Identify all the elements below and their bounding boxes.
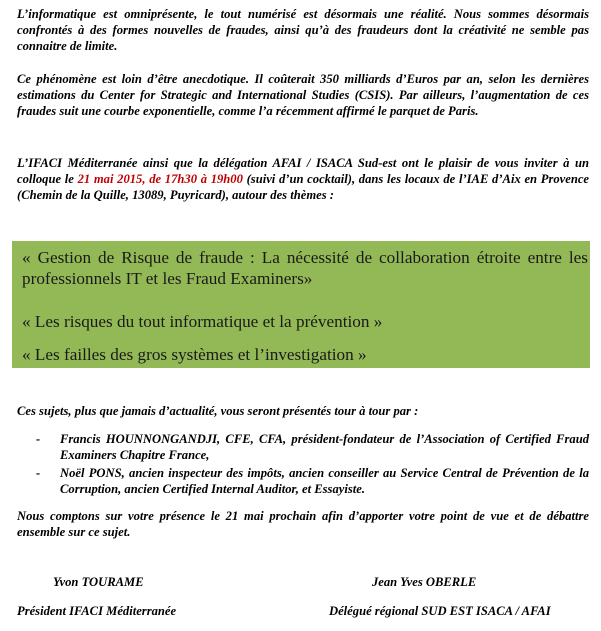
theme-1: « Gestion de Risque de fraude : La nécessité de collaboration étroite entre les professionnels IT et les Fraud Examiners» bbox=[22, 248, 588, 288]
invitation-paragraph bbox=[17, 155, 589, 204]
speakers-intro: Ces sujets, plus que jamais d’actualité, vous seront présentés tour à tour par : bbox=[17, 404, 419, 418]
speaker-item bbox=[36, 431, 589, 463]
speaker-item bbox=[36, 465, 589, 497]
theme-2: « Les risques du tout informatique et la prévention » bbox=[22, 312, 383, 331]
signatory-right-name: Jean Yves OBERLE bbox=[372, 575, 477, 589]
signatory-left-title: Président IFACI Méditerranée bbox=[17, 604, 177, 618]
intro-paragraph-2: Ce phénomène est loin d’être anecdotique. Il coûterait 350 milliards d’Euros par an, selon les dernières estimations du Center for Strategic and International Studies (CSIS). Par ailleurs, l’augmentation de ces fraudes suit une courbe exponentielle, comme l’a récemment affirmé le parquet de Paris. bbox=[17, 72, 589, 119]
invitation-text-start: L’IFACI Méditerranée ainsi que la délégation AFAI / ISACA Sud-est ont le plaisir de vous inviter à un colloque le bbox=[17, 156, 589, 187]
signatory-left-name: Yvon TOURAME bbox=[53, 575, 144, 589]
signatory-right-title: Délégué régional SUD EST ISACA / AFAI bbox=[329, 604, 551, 618]
speaker-text: Francis HOUNNONGANDJI, CFE, CFA, président-fondateur de l’Association of Certified Fraud Examiners Chapitre France, bbox=[60, 432, 589, 463]
speaker-text: Noël PONS, ancien inspecteur des impôts, ancien conseiller au Service Central de Prévention de la Corruption, ancien Certified Internal Auditor, et Essayiste. bbox=[60, 466, 589, 497]
event-date: 21 mai 2015, de 17h30 à 19h00 bbox=[77, 172, 243, 187]
closing-paragraph: Nous comptons sur votre présence le 21 mai prochain afin d’apporter votre point de vue et de débattre ensemble sur ce sujet. bbox=[17, 509, 589, 540]
theme-3: « Les failles des gros systèmes et l’investigation » bbox=[22, 345, 367, 364]
bullet-dash: - bbox=[36, 432, 41, 446]
bullet-dash: - bbox=[36, 466, 41, 480]
invitation-text-end: (suivi d’un cocktail), dans les locaux de l’IAE d’Aix en Provence (Chemin de la Quille, 13089, Puyricard), autour des thèmes : bbox=[17, 172, 590, 203]
intro-paragraph-1: L’informatique est omniprésente, le tout numérisé est désormais une réalité. Nous sommes désormais confrontés à des formes nouvelles de fraudes, ainsi qu’à des fraudeurs dont la créativité ne semble pas connaitre de limite. bbox=[17, 7, 589, 54]
